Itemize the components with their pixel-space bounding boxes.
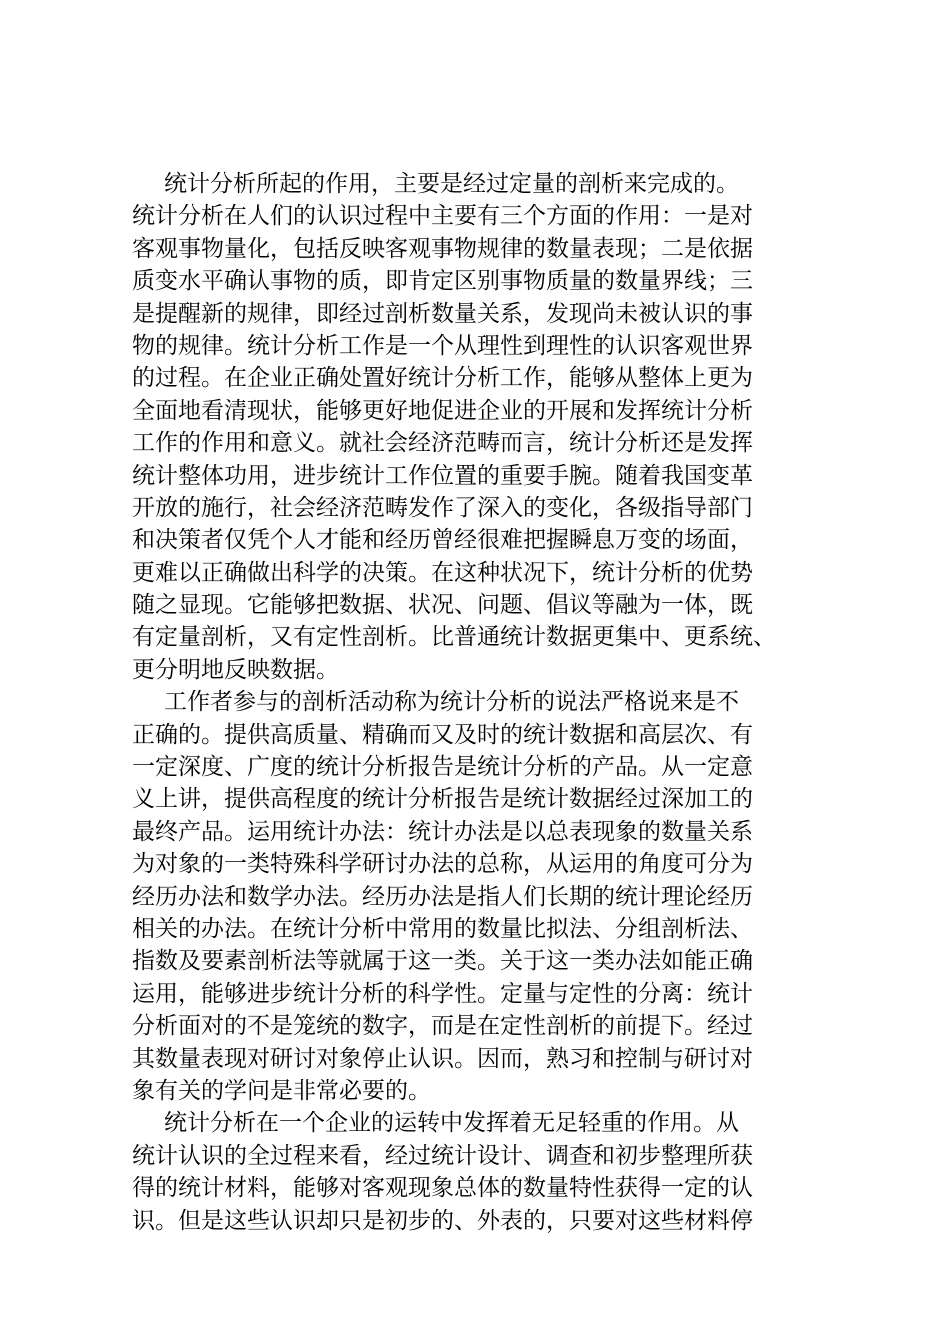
paragraph-line: 指数及要素剖析法等就属于这一类。关于这一类办法如能正确 <box>132 948 753 975</box>
paragraph-line: 随之显现。它能够把数据、状况、问题、倡议等融为一体，既 <box>132 592 753 619</box>
paragraph-line: 一定深度、广度的统计分析报告是统计分析的产品。从一定意 <box>132 754 753 781</box>
paragraph-line: 其数量表现对研讨对象停止认识。因而，熟习和控制与研讨对 <box>132 1045 753 1072</box>
paragraph-line: 全面地看清现状，能够更好地促进企业的开展和发挥统计分析 <box>132 397 753 424</box>
paragraph-line: 更难以正确做出科学的决策。在这种状况下，统计分析的优势 <box>132 559 753 586</box>
paragraph-line: 最终产品。运用统计办法：统计办法是以总表现象的数量关系 <box>132 818 753 845</box>
paragraph-line: 客观事物量化，包括反映客观事物规律的数量表现；二是依据 <box>132 235 753 262</box>
paragraph-line: 工作者参与的剖析活动称为统计分析的说法严格说来是不 <box>164 689 739 716</box>
paragraph-line: 经历办法和数学办法。经历办法是指人们长期的统计理论经历 <box>132 883 753 910</box>
paragraph-line: 更分明地反映数据。 <box>132 656 339 683</box>
paragraph-line: 统计整体功用，进步统计工作位置的重要手腕。随着我国变革 <box>132 462 753 489</box>
paragraph-line: 得的统计材料，能够对客观现象总体的数量特性获得一定的认 <box>132 1175 753 1202</box>
paragraph-line: 正确的。提供高质量、精确而又及时的统计数据和高层次、有 <box>132 721 753 748</box>
paragraph-line: 统计分析在人们的认识过程中主要有三个方面的作用：一是对 <box>132 203 753 230</box>
paragraph-line: 开放的施行，社会经济范畴发作了深入的变化，各级指导部门 <box>132 494 753 521</box>
paragraph-line: 有定量剖析，又有定性剖析。比普通统计数据更集中、更系统、 <box>132 624 776 651</box>
paragraph-line: 工作的作用和意义。就社会经济范畴而言，统计分析还是发挥 <box>132 430 753 457</box>
paragraph-line: 统计分析在一个企业的运转中发挥着无足轻重的作用。从 <box>164 1110 739 1137</box>
body-text <box>132 168 832 1237</box>
paragraph-line: 识。但是这些认识却只是初步的、外表的，只要对这些材料停 <box>132 1207 753 1234</box>
paragraph-line: 运用，能够进步统计分析的科学性。定量与定性的分离：统计 <box>132 980 753 1007</box>
paragraph-line: 质变水平确认事物的质，即肯定区别事物质量的数量界线；三 <box>132 268 753 295</box>
paragraph-line: 和决策者仅凭个人才能和经历曾经很难把握瞬息万变的场面， <box>132 527 753 554</box>
paragraph-line: 统计认识的全过程来看，经过统计设计、调查和初步整理所获 <box>132 1142 753 1169</box>
paragraph-line: 分析面对的不是笼统的数字，而是在定性剖析的前提下。经过 <box>132 1013 753 1040</box>
paragraph-line: 的过程。在企业正确处置好统计分析工作，能够从整体上更为 <box>132 365 753 392</box>
paragraph-line: 相关的办法。在统计分析中常用的数量比拟法、分组剖析法、 <box>132 915 753 942</box>
paragraph-line: 为对象的一类特殊科学研讨办法的总称，从运用的角度可分为 <box>132 851 753 878</box>
paragraph-line: 统计分析所起的作用，主要是经过定量的剖析来完成的。 <box>164 171 739 197</box>
paragraph-line: 义上讲，提供高程度的统计分析报告是统计数据经过深加工的 <box>132 786 753 813</box>
paragraph-line: 象有关的学问是非常必要的。 <box>132 1077 431 1104</box>
paragraph-line: 是提醒新的规律，即经过剖析数量关系，发现尚未被认识的事 <box>132 300 753 327</box>
paragraph-line: 物的规律。统计分析工作是一个从理性到理性的认识客观世界 <box>132 332 753 359</box>
